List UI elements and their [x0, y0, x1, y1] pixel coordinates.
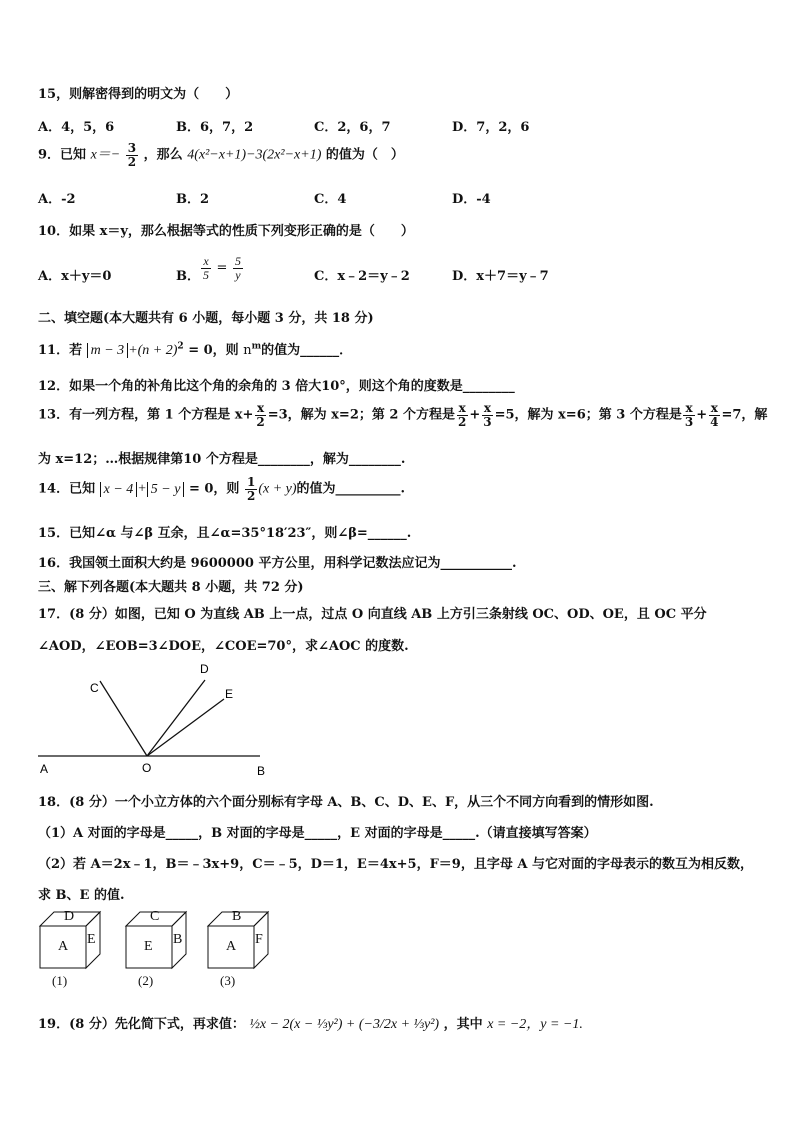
option-d: D．7，2，6 [452, 120, 530, 135]
ray-oe [147, 699, 224, 756]
frac-den: 3 [684, 414, 694, 429]
q18-line2: （1）A 对面的字母是_____，B 对面的字母是_____，E 对面的字母是_____.（请直接填写答案） [38, 826, 597, 841]
frac-den: 3 [483, 414, 492, 429]
frac-num: x [685, 401, 693, 415]
q14-plus: + [137, 481, 147, 497]
q11-mid: +(n + 2) [128, 343, 178, 358]
cube-1-side: E [87, 932, 96, 947]
q18-line4: 求 B、E 的值. [38, 888, 125, 903]
q9-prefix: 9．已知 [38, 147, 87, 163]
q13-plus: + [696, 407, 708, 423]
cube-2-caption: (2) [138, 973, 154, 988]
label-o: O [142, 761, 152, 775]
label-c: C [90, 681, 99, 695]
q11-eq: = 0，则 [183, 343, 239, 358]
q12: 12．如果一个角的补角比这个角的余角的 3 倍大10°，则这个角的度数是________ [38, 379, 515, 394]
frac-den: 4 [710, 414, 719, 429]
cube-1-front: A [58, 939, 69, 954]
frac-den: 2 [457, 414, 467, 429]
ray-od [147, 680, 205, 756]
q19-expression: ½x − 2(x − ⅓y²) + (−3/2x + ⅓y²) [249, 1017, 440, 1032]
frac-num: x [483, 401, 491, 415]
frac-num: x [458, 401, 466, 415]
q14-suffix: 的值为__________. [296, 481, 406, 497]
cube-3-top: B [232, 909, 242, 924]
q9-fraction [126, 142, 138, 168]
q18-line3: （2）若 A＝2x﹣1，B＝﹣3x+9，C＝﹣5，D＝1，E＝4x+5，F＝9，且字母 A 与它对面的字母表示的数互为相反数， [38, 857, 753, 872]
option-b: B． [176, 269, 200, 284]
q9-suffix: 的值为（ ） [325, 147, 404, 163]
frac-den: 2 [127, 154, 137, 169]
frac-den: 5 [203, 267, 209, 282]
q17-line1: 17．(8 分）如图，已知 O 为直线 AB 上一点，过点 O 向直线 AB 上方引三条射线 OC、OD、OE，且 OC 平分 [38, 607, 707, 622]
cube-2 [124, 908, 194, 990]
q17-figure [30, 655, 280, 780]
q9-expression: 4(x²−x+1)−3(2x²−x+1) [187, 147, 322, 163]
cube-1-caption: (1) [52, 973, 68, 988]
cube-3-caption: (3) [220, 973, 236, 988]
q13-part2: =3，解为 x=2；第 2 个方程是 [267, 407, 455, 423]
q19-prefix: 19．(8 分）先化简下式，再求值： [38, 1017, 245, 1032]
q11-prefix: 11．若 [38, 343, 83, 358]
q14-prefix: 14．已知 [38, 481, 96, 497]
q13-part1: 13．有一列方程，第 1 个方程是 x+ [38, 407, 254, 423]
ray-oc [100, 681, 147, 756]
q10-stem: 10．如果 x＝y，那么根据等式的性质下列变形正确的是（ ） [38, 224, 414, 239]
q11-sq: 2 [177, 341, 184, 352]
q16: 16．我国领土面积大约是 9600000 平方公里，用科学记数法应记为___________. [38, 556, 517, 571]
frac-den: 2 [246, 488, 256, 503]
cube-1-top: D [64, 909, 75, 924]
cube-2-side: B [173, 932, 183, 947]
option-c: C．2，6，7 [314, 120, 391, 135]
frac-num: 1 [246, 475, 256, 489]
option-b-fraction: $\frac{x}{5}$ = $\frac{5}{y}$ [203, 254, 241, 282]
q19-suffix: ，其中 [443, 1017, 483, 1032]
label-b: B [257, 764, 266, 778]
frac-den: y [235, 267, 241, 282]
cube-2-front: E [144, 939, 153, 954]
frac-num: 3 [127, 141, 137, 155]
q18-line1: 18．(8 分）一个小立方体的六个面分别标有字母 A、B、C、D、E、F，从三个不同方向看到的情形如图. [38, 795, 654, 810]
q15-prev-text: 15，则解密得到的明文为（ ） [38, 87, 239, 102]
q15: 15．已知∠α 与∠β 互余，且∠α=35°18′23″，则∠β=______. [38, 526, 412, 541]
section-3-heading: 三、解下列各题(本大题共 8 小题，共 72 分) [38, 580, 304, 595]
q11-suffix: 的值为______． [261, 343, 353, 358]
cube-2-top: C [150, 909, 160, 924]
option-a: A．-2 [38, 192, 76, 207]
cube-1 [38, 908, 108, 990]
frac-num: 5 [234, 254, 241, 268]
q13-plus: + [469, 407, 481, 423]
option-c: C．4 [314, 192, 347, 207]
q14-abs2: 5 − y [147, 482, 185, 497]
option-c: C．x﹣2＝y﹣2 [314, 269, 410, 284]
q19-condition: x = −2，y = −1. [487, 1017, 583, 1032]
q13-line1 [38, 402, 767, 438]
q9-middle: ，那么 [143, 147, 183, 163]
q11-n: n [243, 343, 252, 358]
option-d: D．-4 [452, 192, 491, 207]
label-a: A [40, 762, 49, 776]
frac-num: x [256, 401, 265, 415]
option-a: A．x＋y＝0 [38, 269, 112, 284]
q11-abs: m − 3 [87, 343, 129, 358]
q13-line2: 为 x=12；…根据规律第10 个方程是________，解为________. [38, 452, 406, 467]
option-b: B．6，7，2 [176, 120, 254, 135]
frac-num: x [710, 401, 718, 415]
q14-eq: = 0，则 [184, 481, 240, 497]
q9-cond: x＝− [90, 147, 121, 163]
cube-3 [206, 908, 276, 990]
q17-line2: ∠AOD，∠EOB=3∠DOE，∠COE=70°，求∠AOC 的度数. [38, 639, 409, 654]
frac-num: x [203, 254, 209, 268]
section-2-heading: 二、填空题(本大题共有 6 小题，每小题 3 分，共 18 分) [38, 311, 374, 326]
option-a: A．4，5，6 [38, 120, 115, 135]
q14-expr: (x + y) [258, 481, 297, 497]
q14 [38, 476, 405, 512]
q14-abs1: x − 4 [100, 482, 138, 497]
label-e: E [225, 687, 234, 701]
q11-m: m [251, 341, 262, 352]
option-d: D．x＋7＝y﹣7 [452, 269, 549, 284]
q11 [38, 339, 352, 359]
label-d: D [200, 662, 209, 676]
q9-stem [38, 142, 404, 168]
q19 [38, 1013, 583, 1033]
cube-3-front: A [226, 939, 237, 954]
option-b: B．2 [176, 192, 210, 207]
frac-den: 2 [256, 414, 265, 429]
q13-part3: =5，解为 x=6；第 3 个方程是 [494, 407, 682, 423]
q13-part4: =7，解 [721, 407, 768, 423]
cube-3-side: F [255, 932, 263, 947]
